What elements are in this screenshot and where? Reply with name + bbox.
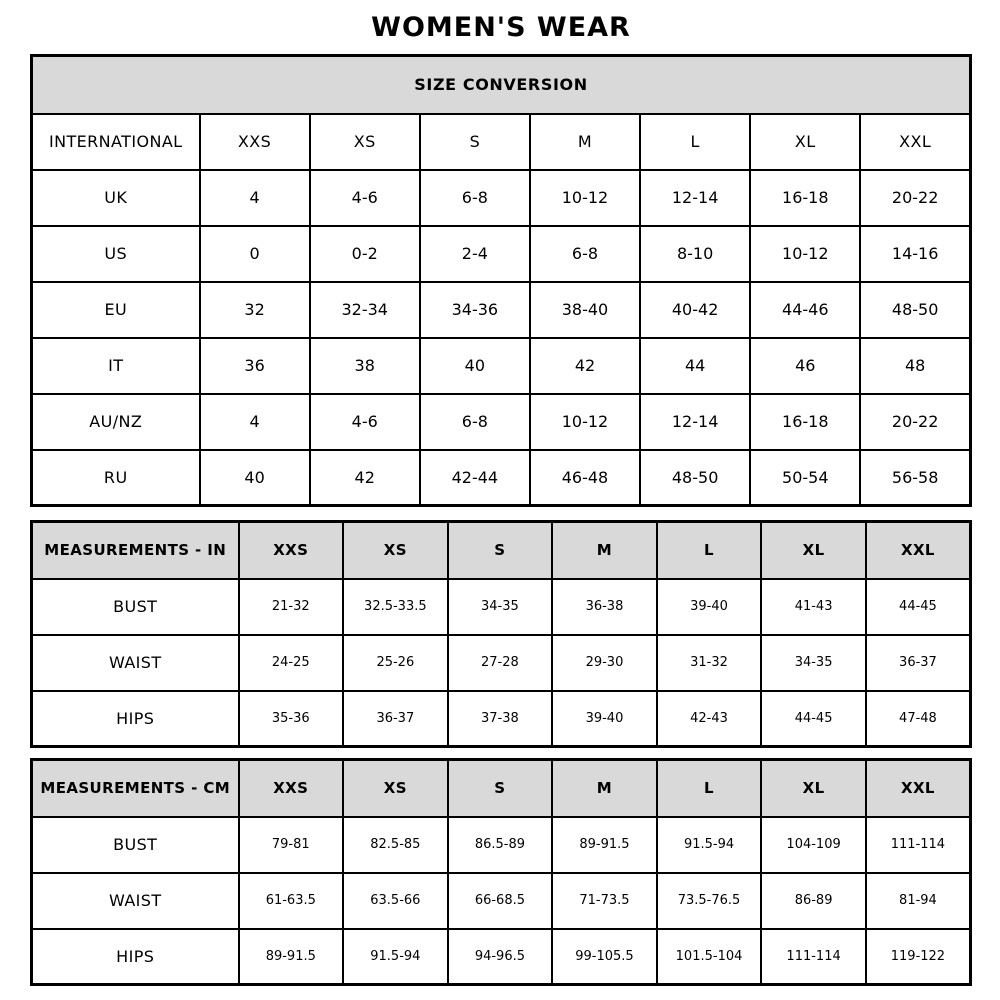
measurement-value-cell: 99-105.5 (552, 929, 657, 985)
size-value-cell: 32-34 (310, 282, 420, 338)
size-value-cell: 0-2 (310, 226, 420, 282)
measurement-value-cell: 44-45 (866, 579, 971, 635)
column-header-row (32, 114, 971, 170)
size-value-cell: 48-50 (860, 282, 970, 338)
size-value-cell: 6-8 (420, 170, 530, 226)
row-label-cell: AU/NZ (32, 394, 200, 450)
size-value-cell: 36 (200, 338, 310, 394)
measurement-value-cell: 111-114 (761, 929, 866, 985)
table-row (32, 170, 971, 226)
measurement-value-cell: 47-48 (866, 691, 971, 747)
column-header-cell: INTERNATIONAL (32, 114, 200, 170)
column-header-cell: M (552, 760, 657, 817)
column-header-cell: XL (761, 760, 866, 817)
measurement-value-cell: 39-40 (552, 691, 657, 747)
column-header-cell: XXL (866, 760, 971, 817)
measurement-value-cell: 61-63.5 (239, 873, 344, 929)
measurement-value-cell: 32.5-33.5 (343, 579, 448, 635)
measurements-in-table (30, 520, 972, 748)
size-value-cell: 16-18 (750, 170, 860, 226)
page-title: WOMEN'S WEAR (371, 12, 631, 43)
measurement-value-cell: 44-45 (761, 691, 866, 747)
row-label-cell: RU (32, 450, 200, 506)
column-header-cell: L (657, 760, 762, 817)
size-value-cell: 56-58 (860, 450, 970, 506)
size-value-cell: 10-12 (530, 394, 640, 450)
table-row (32, 635, 971, 691)
size-value-cell: 10-12 (530, 170, 640, 226)
column-header-cell: XL (761, 522, 866, 579)
size-value-cell: 42 (310, 450, 420, 506)
size-value-cell: 6-8 (530, 226, 640, 282)
table-row (32, 226, 971, 282)
measurement-value-cell: 34-35 (761, 635, 866, 691)
measurement-value-cell: 89-91.5 (552, 817, 657, 873)
column-header-cell: XXL (866, 522, 971, 579)
measurement-value-cell: 39-40 (657, 579, 762, 635)
column-header-cell: XXS (239, 760, 344, 817)
measurements-cm-table (30, 758, 972, 986)
measurement-value-cell: 21-32 (239, 579, 344, 635)
row-label-cell: WAIST (32, 873, 239, 929)
column-header-cell: S (420, 114, 530, 170)
size-value-cell: 10-12 (750, 226, 860, 282)
row-label-cell: BUST (32, 579, 239, 635)
measurement-value-cell: 94-96.5 (448, 929, 553, 985)
size-value-cell: 4 (200, 394, 310, 450)
measurement-value-cell: 41-43 (761, 579, 866, 635)
table-row (32, 394, 971, 450)
column-header-cell: L (657, 522, 762, 579)
size-value-cell: 46 (750, 338, 860, 394)
table-row (32, 282, 971, 338)
size-value-cell: 50-54 (750, 450, 860, 506)
size-value-cell: 16-18 (750, 394, 860, 450)
measurement-value-cell: 66-68.5 (448, 873, 553, 929)
measurement-value-cell: 36-37 (866, 635, 971, 691)
size-value-cell: 44-46 (750, 282, 860, 338)
measurement-value-cell: 36-38 (552, 579, 657, 635)
column-header-cell: S (448, 522, 553, 579)
size-value-cell: 0 (200, 226, 310, 282)
measurement-value-cell: 91.5-94 (657, 817, 762, 873)
measurement-value-cell: 25-26 (343, 635, 448, 691)
size-value-cell: 20-22 (860, 170, 970, 226)
size-value-cell: 14-16 (860, 226, 970, 282)
measurement-value-cell: 101.5-104 (657, 929, 762, 985)
row-label-cell: UK (32, 170, 200, 226)
row-label-cell: WAIST (32, 635, 239, 691)
column-header-cell: XS (310, 114, 420, 170)
table-row (32, 691, 971, 747)
column-header-cell: XS (343, 760, 448, 817)
table-row (32, 338, 971, 394)
measurement-value-cell: 111-114 (866, 817, 971, 873)
measurement-value-cell: 29-30 (552, 635, 657, 691)
table-title-cell: MEASUREMENTS - IN (32, 522, 239, 579)
table-row (32, 873, 971, 929)
column-header-cell: XXL (860, 114, 970, 170)
measurement-value-cell: 42-43 (657, 691, 762, 747)
row-label-cell: EU (32, 282, 200, 338)
size-value-cell: 48 (860, 338, 970, 394)
measurement-value-cell: 37-38 (448, 691, 553, 747)
measurement-value-cell: 91.5-94 (343, 929, 448, 985)
size-value-cell: 4 (200, 170, 310, 226)
column-header-cell: M (530, 114, 640, 170)
size-value-cell: 4-6 (310, 394, 420, 450)
size-value-cell: 38-40 (530, 282, 640, 338)
column-header-cell: XS (343, 522, 448, 579)
size-value-cell: 34-36 (420, 282, 530, 338)
table-row (32, 817, 971, 873)
column-header-cell: XL (750, 114, 860, 170)
size-value-cell: 2-4 (420, 226, 530, 282)
row-label-cell: HIPS (32, 929, 239, 985)
column-header-cell: S (448, 760, 553, 817)
row-label-cell: BUST (32, 817, 239, 873)
table-banner-row (32, 56, 971, 114)
size-value-cell: 44 (640, 338, 750, 394)
column-header-cell: XXS (239, 522, 344, 579)
size-value-cell: 38 (310, 338, 420, 394)
size-value-cell: 6-8 (420, 394, 530, 450)
column-header-row (32, 522, 971, 579)
measurement-value-cell: 34-35 (448, 579, 553, 635)
size-value-cell: 46-48 (530, 450, 640, 506)
measurement-value-cell: 104-109 (761, 817, 866, 873)
row-label-cell: HIPS (32, 691, 239, 747)
size-value-cell: 42-44 (420, 450, 530, 506)
measurement-value-cell: 82.5-85 (343, 817, 448, 873)
measurement-value-cell: 79-81 (239, 817, 344, 873)
table-row (32, 929, 971, 985)
size-value-cell: 40 (420, 338, 530, 394)
measurement-value-cell: 73.5-76.5 (657, 873, 762, 929)
table-row (32, 579, 971, 635)
size-value-cell: 20-22 (860, 394, 970, 450)
size-conversion-table (30, 54, 972, 507)
measurement-value-cell: 89-91.5 (239, 929, 344, 985)
measurement-value-cell: 35-36 (239, 691, 344, 747)
size-value-cell: 42 (530, 338, 640, 394)
size-value-cell: 12-14 (640, 170, 750, 226)
measurement-value-cell: 36-37 (343, 691, 448, 747)
measurement-value-cell: 81-94 (866, 873, 971, 929)
size-value-cell: 48-50 (640, 450, 750, 506)
size-value-cell: 4-6 (310, 170, 420, 226)
measurement-value-cell: 31-32 (657, 635, 762, 691)
table-title-cell: SIZE CONVERSION (32, 56, 971, 114)
measurement-value-cell: 86-89 (761, 873, 866, 929)
column-header-row (32, 760, 971, 817)
column-header-cell: L (640, 114, 750, 170)
measurement-value-cell: 119-122 (866, 929, 971, 985)
measurement-value-cell: 27-28 (448, 635, 553, 691)
row-label-cell: US (32, 226, 200, 282)
table-title-cell: MEASUREMENTS - CM (32, 760, 239, 817)
row-label-cell: IT (32, 338, 200, 394)
size-value-cell: 12-14 (640, 394, 750, 450)
size-value-cell: 8-10 (640, 226, 750, 282)
table-row (32, 450, 971, 506)
size-value-cell: 32 (200, 282, 310, 338)
measurement-value-cell: 63.5-66 (343, 873, 448, 929)
column-header-cell: XXS (200, 114, 310, 170)
measurement-value-cell: 71-73.5 (552, 873, 657, 929)
measurement-value-cell: 24-25 (239, 635, 344, 691)
column-header-cell: M (552, 522, 657, 579)
measurement-value-cell: 86.5-89 (448, 817, 553, 873)
size-value-cell: 40 (200, 450, 310, 506)
size-value-cell: 40-42 (640, 282, 750, 338)
